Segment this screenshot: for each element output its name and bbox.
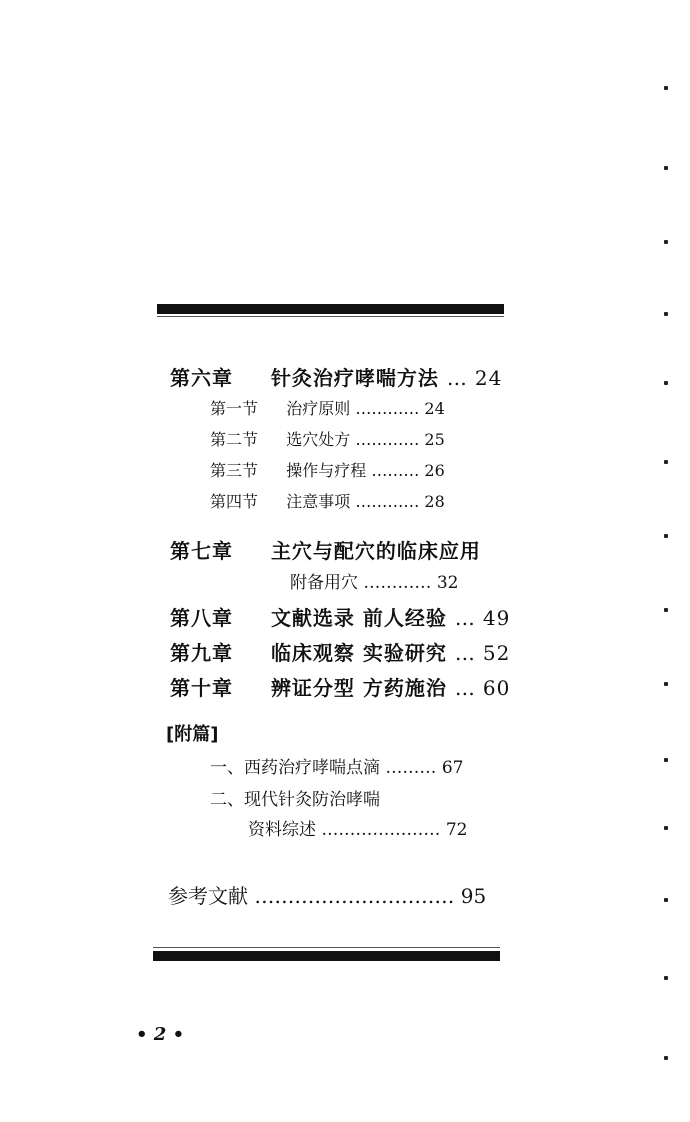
page-ref: 32 bbox=[436, 573, 459, 593]
leader-dots: ………………………… bbox=[254, 884, 455, 908]
section-title: 治疗原则 bbox=[286, 399, 351, 418]
page-ref: 67 bbox=[441, 758, 464, 778]
chapter-title: 文献选录 前人经验 bbox=[270, 606, 447, 630]
scan-mark bbox=[664, 826, 668, 830]
chapter-label: 第九章 bbox=[170, 641, 233, 665]
section-label: 第四节 bbox=[210, 492, 259, 511]
appendix-title: 一、西药治疗哮喘点滴 bbox=[210, 758, 380, 778]
scan-mark bbox=[664, 166, 668, 170]
leader-dots: ………………… bbox=[321, 820, 441, 840]
scan-mark bbox=[664, 898, 668, 902]
page-ref: 28 bbox=[424, 492, 445, 511]
scan-mark bbox=[664, 86, 668, 90]
toc-references[interactable] bbox=[168, 880, 486, 909]
page-ref: 52 bbox=[482, 641, 511, 665]
toc-appendix-2[interactable] bbox=[210, 785, 380, 810]
chapter-title: 临床观察 实验研究 bbox=[270, 641, 447, 665]
page-ref: 95 bbox=[460, 884, 487, 908]
leader-dots: ……… bbox=[385, 758, 437, 778]
scan-mark bbox=[664, 758, 668, 762]
chapter-label: 第十章 bbox=[170, 676, 233, 700]
toc-section-6-2[interactable] bbox=[210, 427, 445, 450]
references-title: 参考文献 bbox=[168, 884, 248, 908]
leader-dots: … bbox=[446, 366, 467, 390]
bottom-rule bbox=[153, 951, 500, 961]
leader-dots: … bbox=[454, 676, 475, 700]
scan-mark bbox=[664, 976, 668, 980]
leader-dots: ………… bbox=[363, 573, 432, 593]
scan-mark bbox=[664, 240, 668, 244]
chapter-title: 针灸治疗哮喘方法 bbox=[270, 366, 439, 390]
scan-mark bbox=[664, 608, 668, 612]
appendix-title: 二、现代针灸防治哮喘 bbox=[210, 790, 380, 810]
toc-chapter-9[interactable] bbox=[170, 637, 510, 666]
leader-dots: ………… bbox=[355, 492, 420, 511]
page-ref: 24 bbox=[474, 366, 503, 390]
page-number: • 2 • bbox=[136, 1024, 185, 1045]
section-label: 第一节 bbox=[210, 399, 259, 418]
toc-appendix-1[interactable] bbox=[210, 753, 463, 778]
chapter-title: 主穴与配穴的临床应用 bbox=[270, 539, 481, 563]
chapter-label: 第八章 bbox=[170, 606, 233, 630]
toc-chapter-7-sub[interactable] bbox=[290, 568, 458, 593]
page-ref: 60 bbox=[482, 676, 511, 700]
section-title: 选穴处方 bbox=[286, 430, 351, 449]
scan-mark bbox=[664, 1056, 668, 1060]
toc-chapter-10[interactable] bbox=[170, 672, 510, 701]
page-ref: 49 bbox=[482, 606, 511, 630]
bottom-rule-thin bbox=[153, 947, 500, 948]
appendix-heading: [附篇] bbox=[166, 724, 219, 745]
leader-dots: ………… bbox=[355, 399, 420, 418]
toc-chapter-6[interactable] bbox=[170, 362, 502, 391]
chapter-label: 第七章 bbox=[170, 539, 233, 563]
scan-mark bbox=[664, 460, 668, 464]
top-rule bbox=[157, 304, 504, 314]
toc-section-6-1[interactable] bbox=[210, 396, 445, 419]
section-title: 操作与疗程 bbox=[286, 461, 367, 480]
top-rule-thin bbox=[157, 316, 504, 317]
leader-dots: ……… bbox=[371, 461, 420, 480]
sub-title: 附备用穴 bbox=[290, 573, 358, 593]
toc-chapter-7[interactable] bbox=[170, 535, 481, 564]
section-label: 第三节 bbox=[210, 461, 259, 480]
leader-dots: … bbox=[454, 641, 475, 665]
section-label: 第二节 bbox=[210, 430, 259, 449]
page-ref: 24 bbox=[424, 399, 445, 418]
page-ref: 25 bbox=[424, 430, 445, 449]
chapter-title: 辨证分型 方药施治 bbox=[270, 676, 447, 700]
chapter-label: 第六章 bbox=[170, 366, 233, 390]
scan-mark bbox=[664, 312, 668, 316]
scan-mark bbox=[664, 682, 668, 686]
leader-dots: ………… bbox=[355, 430, 420, 449]
page-ref: 26 bbox=[424, 461, 445, 480]
toc-section-6-4[interactable] bbox=[210, 489, 445, 512]
page-ref: 72 bbox=[445, 820, 468, 840]
toc-appendix-2-cont[interactable] bbox=[248, 815, 467, 840]
leader-dots: … bbox=[454, 606, 475, 630]
section-title: 注意事项 bbox=[286, 492, 351, 511]
toc-section-6-3[interactable] bbox=[210, 458, 445, 481]
toc-chapter-8[interactable] bbox=[170, 602, 510, 631]
appendix-title: 资料综述 bbox=[248, 820, 316, 840]
scan-mark bbox=[664, 534, 668, 538]
scan-mark bbox=[664, 381, 668, 385]
